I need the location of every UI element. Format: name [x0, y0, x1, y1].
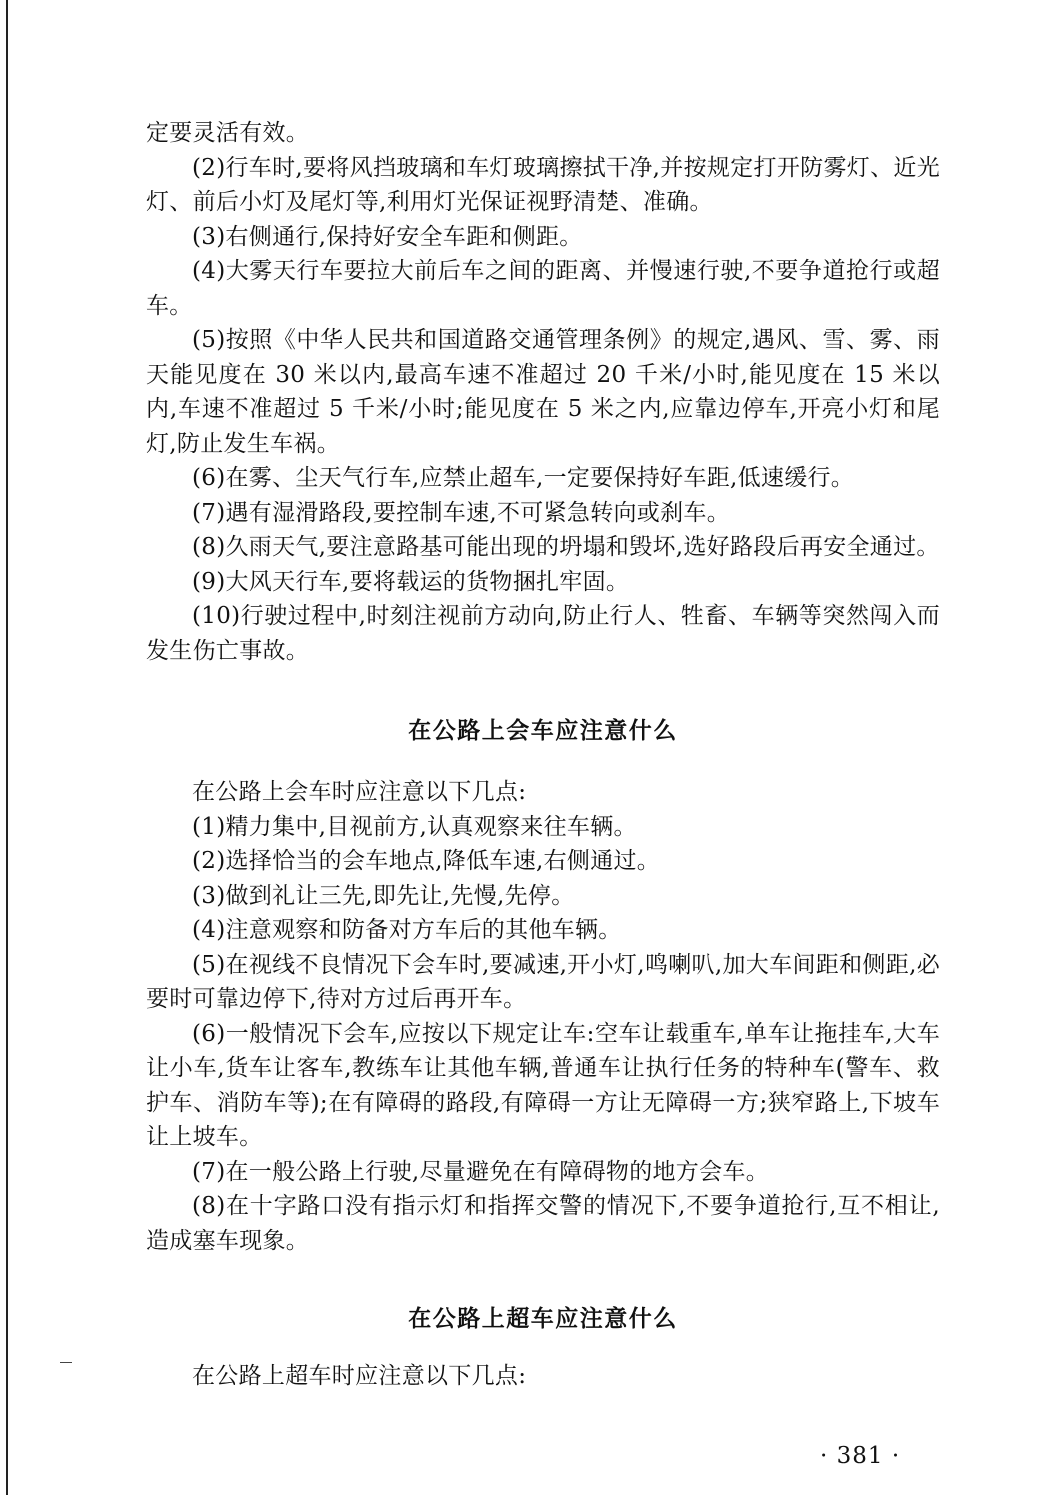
- page-number: · 381 ·: [820, 1443, 901, 1469]
- list-item: (7)遇有湿滑路段,要控制车速,不可紧急转向或刹车。: [192, 499, 731, 526]
- list-item: (10)行驶过程中,时刻注视前方动向,防止行人、牲畜、车辆等突然闯入而发生伤亡事故。: [146, 603, 940, 664]
- list-item: (4)大雾天行车要拉大前后车之间的距离、并慢速行驶,不要争道抢行或超车。: [146, 258, 940, 319]
- list-item: (3)做到礼让三先,即先让,先慢,先停。: [192, 882, 575, 909]
- section-intro: 在公路上会车时应注意以下几点:: [192, 779, 527, 805]
- list-item: (3)右侧通行,保持好安全车距和侧距。: [192, 223, 583, 250]
- list-item: (9)大风天行车,要将载运的货物捆扎牢固。: [192, 568, 630, 595]
- list-item: (5)在视线不良情况下会车时,要减速,开小灯,鸣喇叭,加大车间距和侧距,必要时可靠边停下,待对方过后再开车。: [146, 951, 940, 1012]
- margin-mark: [60, 1362, 72, 1363]
- list-item: (6)在雾、尘天气行车,应禁止超车,一定要保持好车距,低速缓行。: [192, 465, 855, 491]
- list-item: (7)在一般公路上行驶,尽量避免在有障碍物的地方会车。: [192, 1158, 769, 1185]
- paragraph-continuation: 定要灵活有效。: [146, 120, 310, 146]
- list-item: (6)一般情况下会车,应按以下规定让车:空车让载重车,单车让拖挂车,大车让小车,货车让客车,教练车让其他车辆,普通车让执行任务的特种车(警车、救护车、消防车等);在有障碍的路段,有障碍一方让无障碍一方;狭窄路上,下坡车让上坡车。: [146, 1020, 940, 1150]
- section-heading-meeting: 在公路上会车应注意什么: [408, 718, 678, 744]
- list-item: (8)久雨天气,要注意路基可能出现的坍塌和毁坏,选好路段后再安全通过。: [192, 534, 940, 560]
- page-edge-line: [6, 0, 8, 1495]
- page-content: [146, 116, 940, 1394]
- section-intro: 在公路上超车时应注意以下几点:: [192, 1363, 527, 1389]
- list-item: (1)精力集中,目视前方,认真观察来往车辆。: [192, 813, 637, 840]
- section-heading-overtaking: 在公路上超车应注意什么: [408, 1306, 678, 1332]
- list-item: (8)在十字路口没有指示灯和指挥交警的情况下,不要争道抢行,互不相让,造成塞车现象。: [146, 1193, 940, 1254]
- list-item: (2)行车时,要将风挡玻璃和车灯玻璃擦拭干净,并按规定打开防雾灯、近光灯、前后小灯及尾灯等,利用灯光保证视野清楚、准确。: [146, 154, 940, 215]
- list-item: (4)注意观察和防备对方车后的其他车辆。: [192, 917, 622, 943]
- list-item: (5)按照《中华人民共和国道路交通管理条例》的规定,遇风、雪、雾、雨天能见度在 30 米以内,最高车速不准超过 20 千米/小时,能见度在 15 米以内,车速不准超过 5 千米/小时;能见度在 5 米之内,应靠边停车,开亮小灯和尾灯,防止发生车祸。: [146, 327, 940, 457]
- list-item: (2)选择恰当的会车地点,降低车速,右侧通过。: [192, 848, 661, 874]
